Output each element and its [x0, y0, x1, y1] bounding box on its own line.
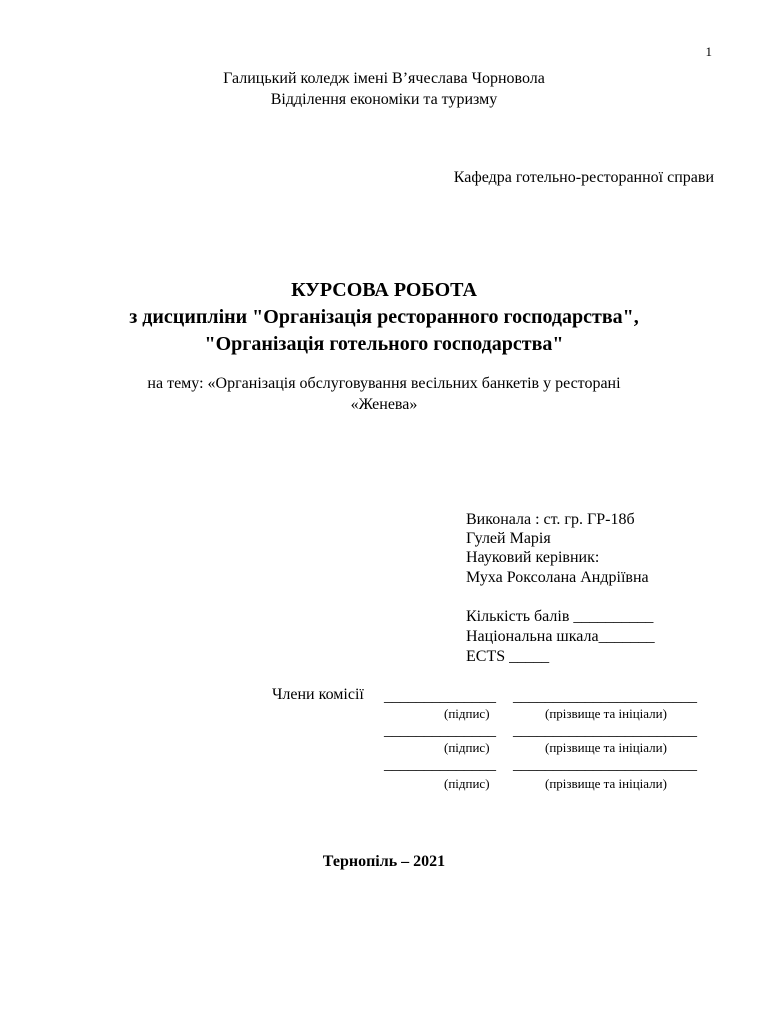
page-number: 1 — [705, 44, 712, 59]
discipline-line-2: "Організація готельного господарства" — [204, 333, 564, 355]
topic-line-1: на тему: «Організація обслуговування весільних банкетів у ресторані — [147, 375, 621, 392]
department-name: Відділення економіки та туризму — [270, 91, 498, 108]
discipline-line-1: з дисципліни "Організація ресторанного господарства", — [129, 306, 639, 328]
ects-field: ECTS _____ — [466, 648, 550, 665]
signature-line: ______________ — [384, 756, 496, 773]
name-caption: (прізвище та ініціали) — [545, 776, 667, 791]
signature-line: ______________ — [384, 722, 496, 739]
signature-line: ______________ — [384, 688, 496, 705]
supervisor-name: Муха Роксолана Андріївна — [466, 569, 649, 586]
supervisor-label: Науковий керівник: — [466, 549, 600, 566]
name-line: _______________________ — [513, 722, 697, 739]
national-scale-field: Національна шкала_______ — [466, 628, 655, 645]
topic-line-2: «Женева» — [350, 396, 418, 413]
student-name: Гулей Марія — [466, 530, 551, 547]
commission-label: Члени комісії — [272, 686, 364, 703]
college-name: Галицький коледж імені В’ячеслава Чорновола — [223, 70, 545, 87]
name-line: _______________________ — [513, 688, 697, 705]
signature-caption: (підпис) — [444, 740, 490, 755]
points-field: Кількість балів __________ — [466, 608, 654, 625]
name-line: _______________________ — [513, 756, 697, 773]
name-caption: (прізвище та ініціали) — [545, 740, 667, 755]
performed-by: Виконала : ст. гр. ГР-18б — [466, 511, 635, 528]
document-title: КУРСОВА РОБОТА — [291, 279, 477, 301]
signature-caption: (підпис) — [444, 706, 490, 721]
name-caption: (прізвище та ініціали) — [545, 706, 667, 721]
signature-caption: (підпис) — [444, 776, 490, 791]
chair-name: Кафедра готельно-ресторанної справи — [453, 169, 714, 186]
city-year: Тернопіль – 2021 — [322, 853, 446, 870]
